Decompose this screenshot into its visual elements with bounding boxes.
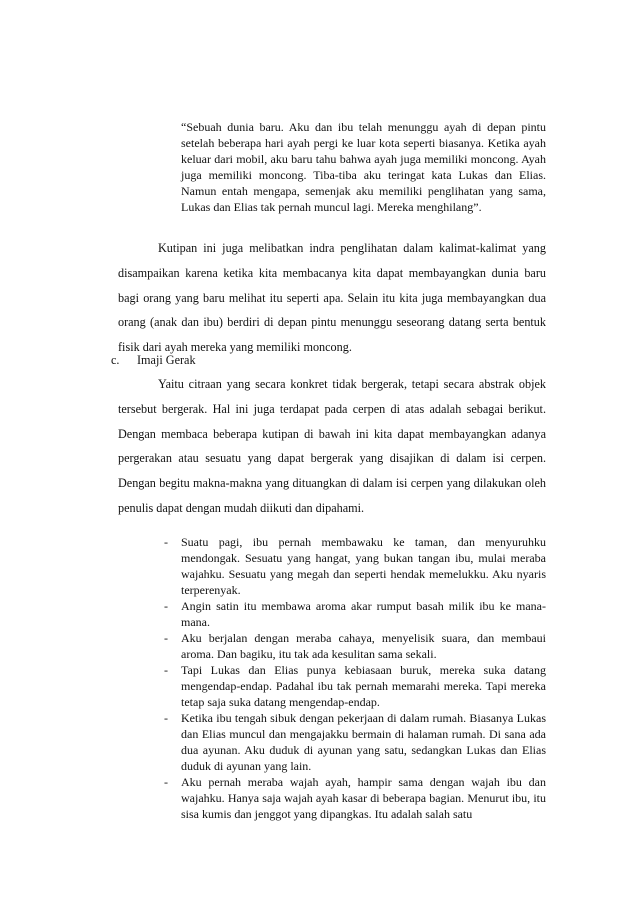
paragraph-penglihatan: Kutipan ini juga melibatkan indra penglihatan dalam kalimat-kalimat yang disampaikan karena ketika kita membacanya kita dapat membayangkan dunia baru bagi orang yang baru melihat itu seperti apa. Selain itu kita juga membayangkan dua orang (anak dan ibu) berdiri di depan pintu menunggu seseorang datang serta bentuk fisik dari ayah mereka yang memiliki moncong. xyxy=(118,241,546,355)
quote-text: “Sebuah dunia baru. Aku dan ibu telah menunggu ayah di depan pintu setelah beberapa hari ayah pergi ke luar kota seperti biasanya. Ketika ayah keluar dari mobil, aku baru tahu bahwa ayah juga memiliki moncong. Ayah juga memiliki moncong. Tiba-tiba aku teringat kata Lukas dan Elias. Namun entah mengapa, semenjak aku memiliki penglihatan yang sama, Lukas dan Elias tak pernah muncul lagi. Mereka menghilang”. xyxy=(181,120,546,215)
list-bullet: - xyxy=(164,631,168,645)
list-item-text: Aku pernah meraba wajah ayah, hampir sama dengan wajah ibu dan wajahku. Hanya saja wajah ayah kasar di beberapa bagian. Menurut ibu, itu sisa kumis dan jenggot yang dipangkas. Itu adalah salah satu xyxy=(181,775,546,821)
list-item xyxy=(155,630,546,662)
list-item xyxy=(155,534,546,598)
list-item xyxy=(155,710,546,774)
section-number: c. xyxy=(111,353,120,367)
list-bullet: - xyxy=(164,535,168,549)
list-item-text: Ketika ibu tengah sibuk dengan pekerjaan di dalam rumah. Biasanya Lukas dan Elias muncul dan mengajakku bermain di halaman rumah. Di sana ada dua ayunan. Aku duduk di ayunan yang satu, sedangkan Lukas dan Elias duduk di ayunan yang lain. xyxy=(181,711,546,773)
block-quote xyxy=(181,119,546,216)
list-bullet: - xyxy=(164,599,168,613)
section-title: Imaji Gerak xyxy=(137,353,196,367)
list-bullet: - xyxy=(164,663,168,677)
list-item xyxy=(155,662,546,710)
list-bullet: - xyxy=(164,775,168,789)
list-item xyxy=(155,598,546,630)
list-item xyxy=(155,774,546,822)
list-item-text: Tapi Lukas dan Elias punya kebiasaan buruk, mereka suka datang mengendap-endap. Padahal ibu tak pernah memarahi mereka. Tapi mereka tetap saja suka datang mengendap-endap. xyxy=(181,663,546,709)
paragraph-imaji-gerak: Yaitu citraan yang secara konkret tidak bergerak, tetapi secara abstrak objek tersebut bergerak. Hal ini juga terdapat pada cerpen di atas adalah sebagai berikut. Dengan membaca beberapa kutipan di bawah ini kita dapat membayangkan adanya pergerakan atau sesuatu yang dapat bergerak yang disajikan di dalam isi cerpen. Dengan begitu makna-makna yang dituangkan di dalam isi cerpen yang dilakukan oleh penulis dapat dengan mudah diikuti dan dipahami. xyxy=(118,377,546,515)
list-item-text: Angin satin itu membawa aroma akar rumput basah milik ibu ke mana-mana. xyxy=(181,599,546,629)
section-heading xyxy=(111,348,196,373)
quote-list xyxy=(155,534,546,822)
list-bullet: - xyxy=(164,711,168,725)
list-item-text: Suatu pagi, ibu pernah membawaku ke taman, dan menyuruhku mendongak. Sesuatu yang hangat, yang bukan tangan ibu, mulai meraba wajahku. Sesuatu yang megah dan seperti hendak memelukku. Aku nyaris terperenyak. xyxy=(181,535,546,597)
list-item-text: Aku berjalan dengan meraba cahaya, menyelisik suara, dan membaui aroma. Dan bagiku, itu tak ada kesulitan sama sekali. xyxy=(181,631,546,661)
